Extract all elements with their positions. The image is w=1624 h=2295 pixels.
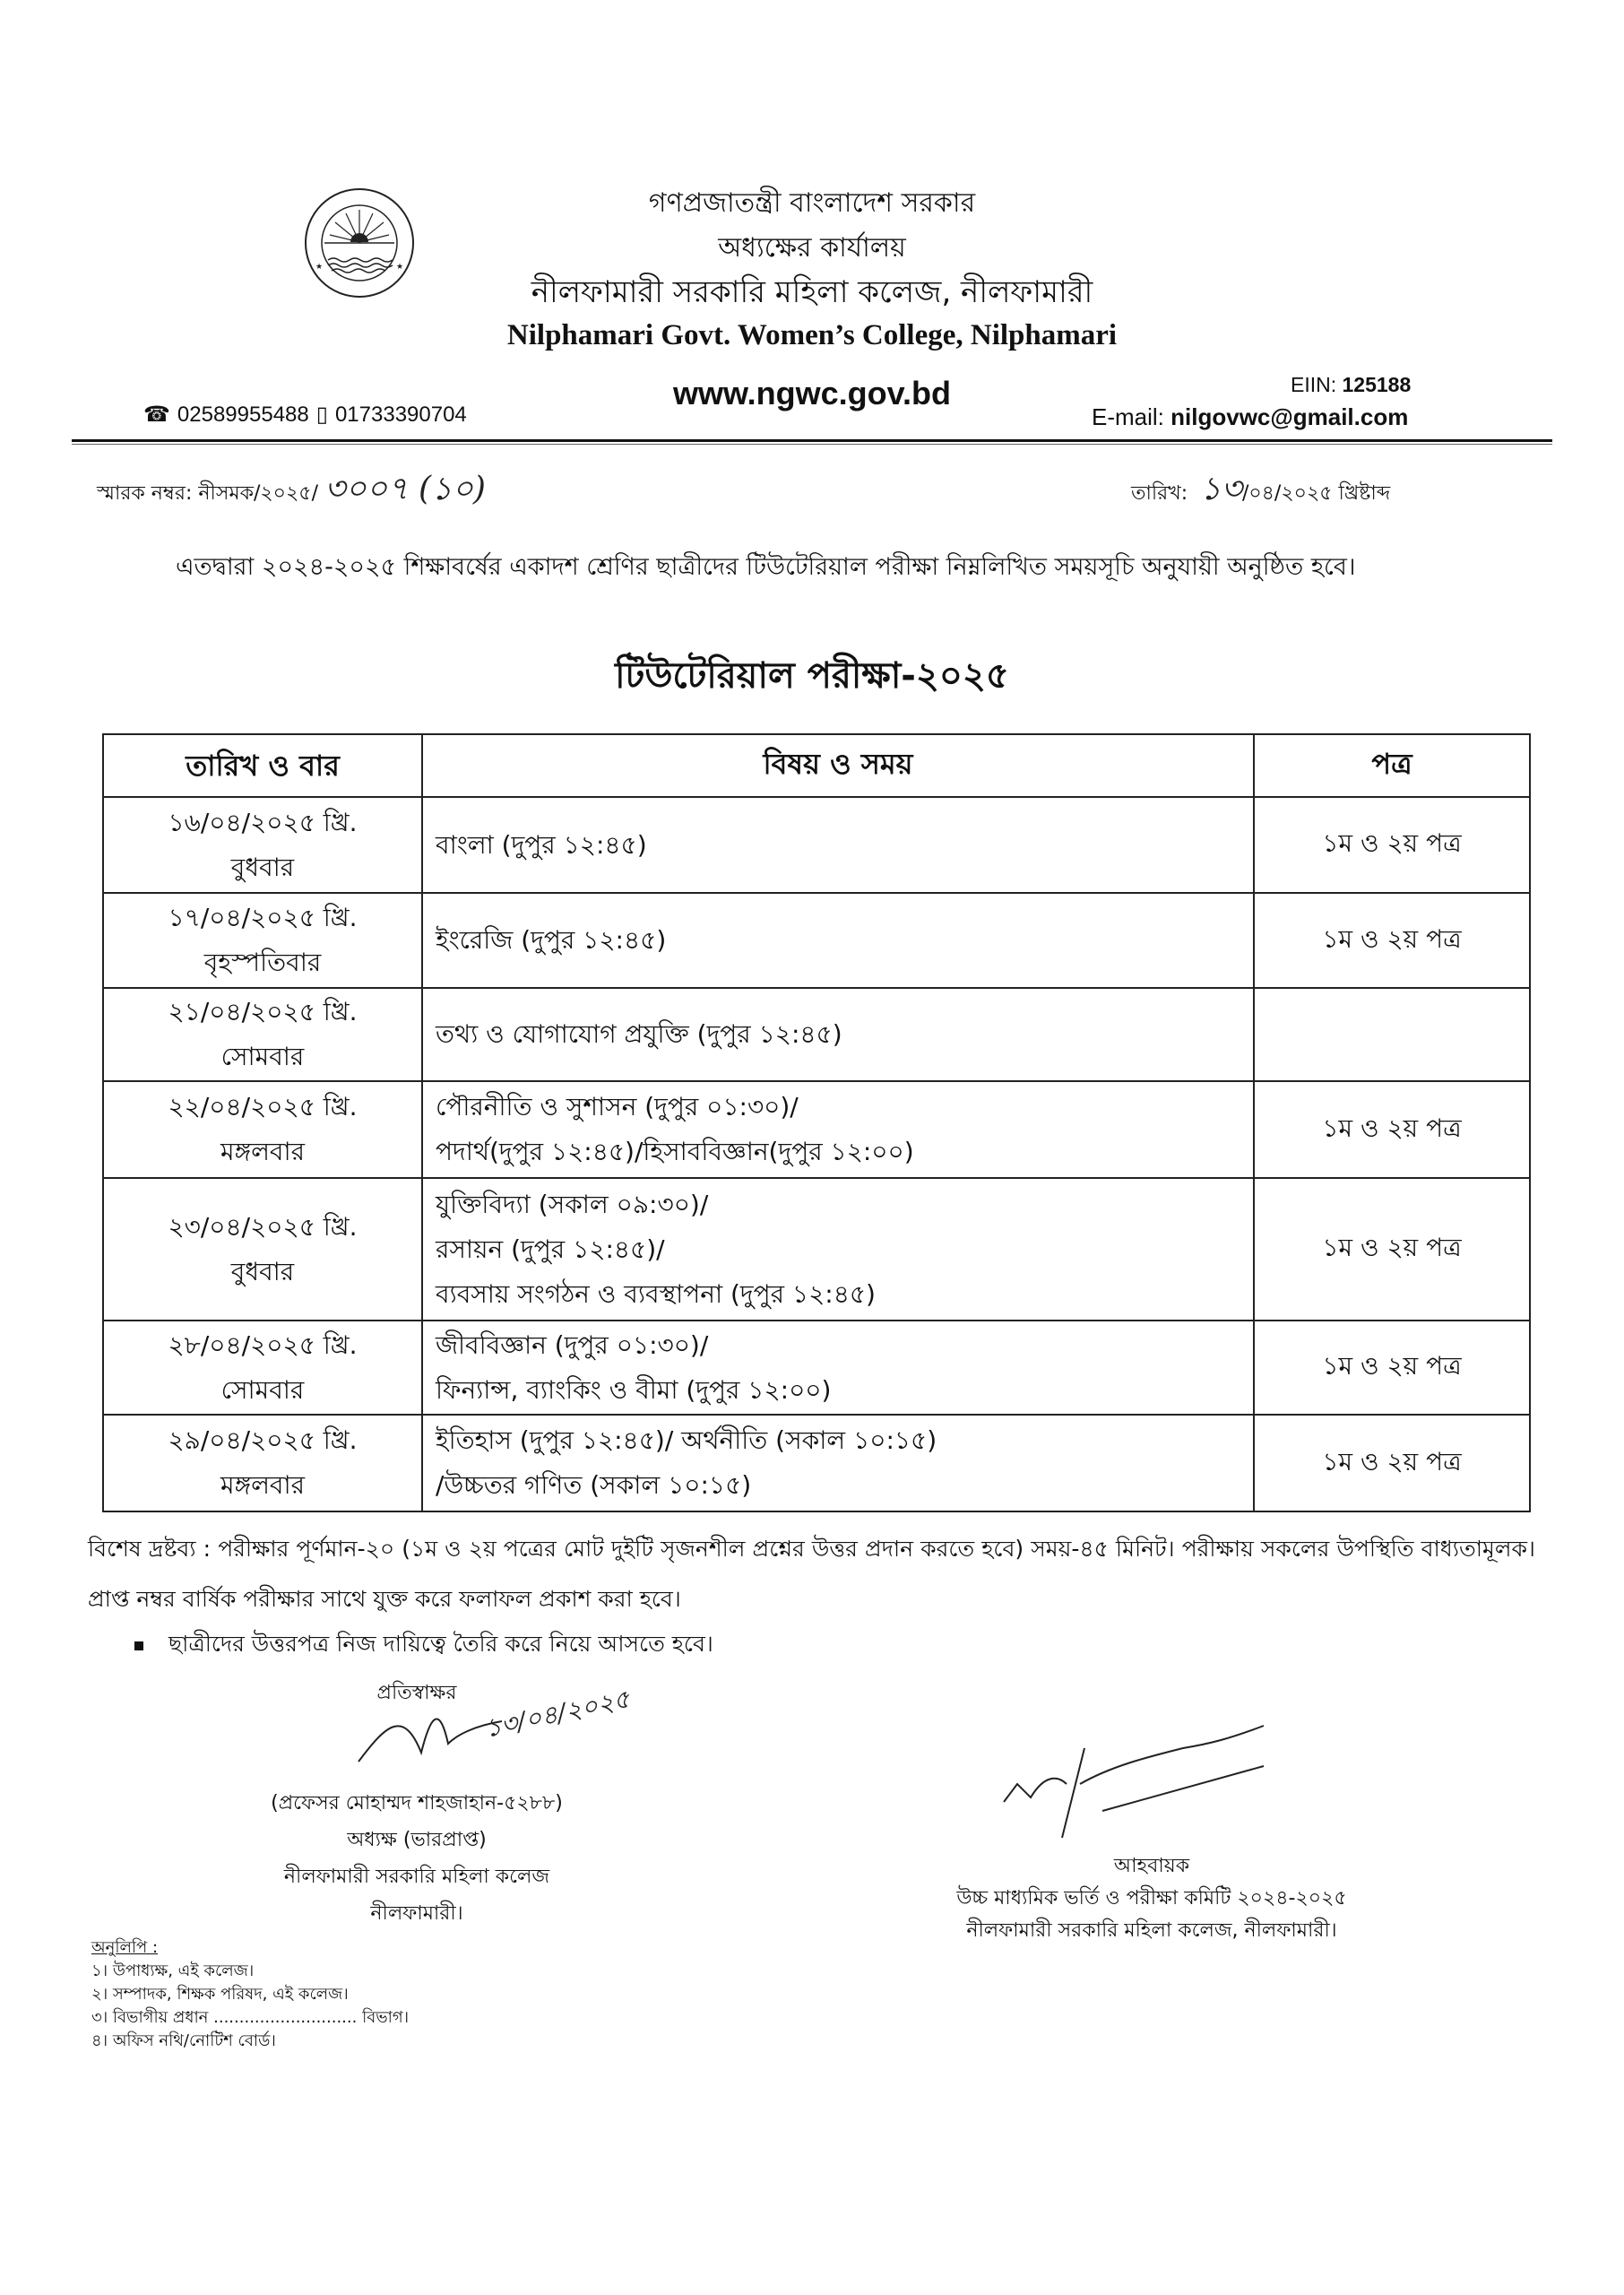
date-cell — [103, 797, 422, 893]
subject-cell — [422, 893, 1254, 988]
exam-weekday: বৃহস্পতিবার — [203, 948, 322, 977]
subject-time: তথ্য ও যোগাযোগ প্রযুক্তি (দুপুর ১২:৪৫) — [436, 1019, 842, 1049]
govt-title: গণপ্রজাতন্ত্রী বাংলাদেশ সরকার — [648, 187, 976, 219]
subject-cell — [422, 1081, 1254, 1178]
exam-weekday: সোমবার — [220, 1042, 305, 1071]
contact-phones — [143, 402, 467, 428]
office-title: অধ্যক্ষের কার্যালয় — [718, 232, 906, 264]
principal-signature-block — [206, 1675, 627, 1932]
mobile-number: 01733390704 — [334, 402, 467, 427]
subject-time: পদার্থ(দুপুর ১২:৪৫)/হিসাববিজ্ঞান(দুপুর ১২:০০) — [436, 1137, 914, 1166]
subject-time: পৌরনীতি ও সুশাসন (দুপুর ০১:৩০)/ — [436, 1092, 799, 1122]
table-row — [103, 797, 1530, 893]
table-row — [103, 1415, 1530, 1511]
date-cell — [103, 893, 422, 988]
table-row — [103, 893, 1530, 988]
exam-date: ১৬/০৪/২০২৫ খ্রি. — [168, 807, 358, 837]
paper-cell — [1254, 988, 1530, 1081]
convener-org: নীলফামারী সরকারি মহিলা কলেজ, নীলফামারী। — [966, 1919, 1337, 1942]
memo-handwritten: ৩০০৭ (১০) — [324, 471, 486, 507]
col-header-paper: পত্র — [1254, 734, 1530, 797]
date-cell — [103, 1178, 422, 1321]
date-cell — [103, 1415, 422, 1511]
date-cell — [103, 1321, 422, 1415]
table-row — [103, 988, 1530, 1081]
email-label: E-mail: — [1092, 403, 1164, 430]
telephone-icon: ☎ — [143, 403, 170, 427]
exam-weekday: বুধবার — [230, 852, 295, 882]
col-header-date: তারিখ ও বার — [103, 734, 422, 797]
principal-name: (প্রফেসর মোহাম্মদ শাহজাহান-৫২৮৮) — [271, 1792, 563, 1814]
principal-place: নীলফামারী। — [370, 1902, 463, 1925]
date-rest: /০৪/২০২৫ খ্রিষ্টাব্দ — [1241, 482, 1391, 505]
subject-time: যুক্তিবিদ্যা (সকাল ০৯:৩০)/ — [436, 1189, 709, 1219]
cc-item: ৪। অফিস নথি/নোটিশ বোর্ড। — [91, 2031, 276, 2050]
cc-title: অনুলিপি : — [91, 1938, 159, 1957]
exam-weekday: মঙ্গলবার — [220, 1470, 306, 1500]
college-name-en: Nilphamari Govt. Women’s College, Nilphamari — [506, 319, 1118, 351]
mobile-phone-icon: ▯ — [315, 403, 328, 427]
convener-signature — [995, 1721, 1291, 1838]
subject-time: ইংরেজি (দুপুর ১২:৪৫) — [436, 925, 667, 955]
paper-cell: ১ম ও ২য় পত্র — [1254, 797, 1530, 893]
subject-cell — [422, 1321, 1254, 1415]
bullet-text: ছাত্রীদের উত্তরপত্র নিজ দায়িত্বে তৈরি করে নিয়ে আসতে হবে। — [168, 1631, 713, 1657]
date-cell — [103, 988, 422, 1081]
eiin-label: EIIN: — [1291, 373, 1337, 396]
svg-text:★: ★ — [315, 263, 324, 272]
cc-list — [91, 1936, 409, 2053]
memo-label: স্মারক নম্বর: নীসমক/২০২৫/ — [97, 482, 318, 505]
paper-cell: ১ম ও ২য় পত্র — [1254, 893, 1530, 988]
subject-cell — [422, 797, 1254, 893]
date-handwritten-day: ১৩ — [1200, 471, 1242, 507]
header-divider-thin — [72, 444, 1552, 445]
principal-org: নীলফামারী সরকারি মহিলা কলেজ — [283, 1866, 550, 1888]
website-link[interactable]: www.ngwc.gov.bd — [673, 375, 951, 411]
signature-space — [206, 1711, 627, 1785]
exam-date: ২২/০৪/২০২৫ খ্রি. — [168, 1092, 358, 1122]
exam-date: ২৩/০৪/২০২৫ খ্রি. — [168, 1211, 358, 1242]
header-divider — [72, 439, 1552, 442]
cc-item: ২। সম্পাদক, শিক্ষক পরিষদ, এই কলেজ। — [91, 1985, 349, 2004]
table-header-row — [103, 734, 1530, 797]
date-cell — [103, 1081, 422, 1178]
countersign-caption: প্রতিস্বাক্ষর — [376, 1682, 457, 1704]
exam-weekday: মঙ্গলবার — [220, 1137, 306, 1166]
subject-time: বাংলা (দুপুর ১২:৪৫) — [436, 829, 647, 860]
signature-handwritten-date: ১৩/০৪/২০২৫ — [481, 1684, 633, 1744]
principal-title: অধ্যক্ষ (ভারপ্রাপ্ত) — [347, 1829, 487, 1851]
cc-item: ১। উপাধ্যক্ষ, এই কলেজ। — [91, 1962, 255, 1980]
exam-date: ১৭/০৪/২০২৫ খ্রি. — [168, 903, 358, 932]
exam-title: টিউটেরিয়াল পরীক্ষা-২০২৫ — [615, 655, 1009, 697]
paper-cell: ১ম ও ২য় পত্র — [1254, 1081, 1530, 1178]
table-row — [103, 1081, 1530, 1178]
svg-text:★: ★ — [396, 263, 404, 272]
special-note: বিশেষ দ্রষ্টব্য : পরীক্ষার পূর্ণমান-২০ (১ম ও ২য় পত্রের মোট দুইটি সৃজনশীল প্রশ্নের উত্তর প্রদান করতে হবে) সময়-৪৫ মিনিট। পরীক্ষায় সকলের উপস্থিতি বাধ্যতামূলক। প্রাপ্ত নম্বর বার্ষিক পরীক্ষার সাথে যুক্ত করে ফলাফল প্রকাশ করা হবে। — [88, 1536, 1535, 1612]
exam-date: ২১/০৪/২০২৫ খ্রি. — [168, 997, 358, 1026]
college-name-bn: নীলফামারী সরকারি মহিলা কলেজ, নীলফামারী — [531, 274, 1093, 310]
paper-cell: ১ম ও ২য় পত্র — [1254, 1415, 1530, 1511]
cc-item: ৩। বিভাগীয় প্রধান ............................ বিভাগ। — [91, 2008, 410, 2027]
col-header-subject: বিষয় ও সময় — [422, 734, 1254, 797]
subject-time: ব্যবসায় সংগঠন ও ব্যবস্থাপনা (দুপুর ১২:৪৫) — [436, 1278, 876, 1309]
exam-date: ২৯/০৪/২০২৫ খ্রি. — [168, 1425, 358, 1455]
convener-title: আহবায়ক — [1113, 1855, 1190, 1877]
paper-cell: ১ম ও ২য় পত্র — [1254, 1178, 1530, 1321]
paper-cell: ১ম ও ২য় পত্র — [1254, 1321, 1530, 1415]
table-row — [103, 1178, 1530, 1321]
memo-number — [97, 464, 486, 518]
exam-weekday: সোমবার — [220, 1374, 305, 1405]
subject-time: রসায়ন (দুপুর ১২:৪৫)/ — [436, 1234, 665, 1264]
phone-number: 02589955488 — [177, 402, 309, 427]
date-label: তারিখ: — [1131, 482, 1188, 505]
exam-schedule-table — [102, 733, 1531, 1512]
subject-time: /উচ্চতর গণিত (সকাল ১০:১৫) — [436, 1470, 752, 1500]
email-address[interactable]: nilgovwc@gmail.com — [1170, 403, 1409, 430]
table-row — [103, 1321, 1530, 1415]
exam-date: ২৮/০৪/২০২৫ খ্রি. — [168, 1329, 358, 1360]
intro-paragraph: এতদ্বারা ২০২৪-২০২৫ শিক্ষাবর্ষের একাদশ শ্রেণির ছাত্রীদের টিউটেরিয়াল পরীক্ষা নিম্নলিখিত সময়সূচি অনুযায়ী অনুষ্ঠিত হবে। — [176, 553, 1356, 581]
subject-cell — [422, 988, 1254, 1081]
bullet-instruction — [134, 1626, 713, 1665]
committee-name: উচ্চ মাধ্যমিক ভর্তি ও পরীক্ষা কমিটি ২০২৪-২০২৫ — [956, 1887, 1347, 1910]
eiin — [1291, 373, 1411, 397]
subject-time: ইতিহাস (দুপুর ১২:৪৫)/ অর্থনীতি (সকাল ১০:১৫) — [436, 1425, 937, 1455]
bullet-square-icon — [134, 1641, 143, 1650]
convener-signature-block — [842, 1850, 1461, 1947]
subject-time: ফিন্যান্স, ব্যাংকিং ও বীমা (দুপুর ১২:০০) — [436, 1374, 832, 1405]
issue-date — [1131, 464, 1390, 518]
subject-cell — [422, 1415, 1254, 1511]
email — [1092, 403, 1408, 431]
subject-time: জীববিজ্ঞান (দুপুর ০১:৩০)/ — [436, 1329, 709, 1360]
subject-cell — [422, 1178, 1254, 1321]
eiin-value: 125188 — [1342, 373, 1412, 396]
exam-weekday: বুধবার — [230, 1256, 295, 1286]
